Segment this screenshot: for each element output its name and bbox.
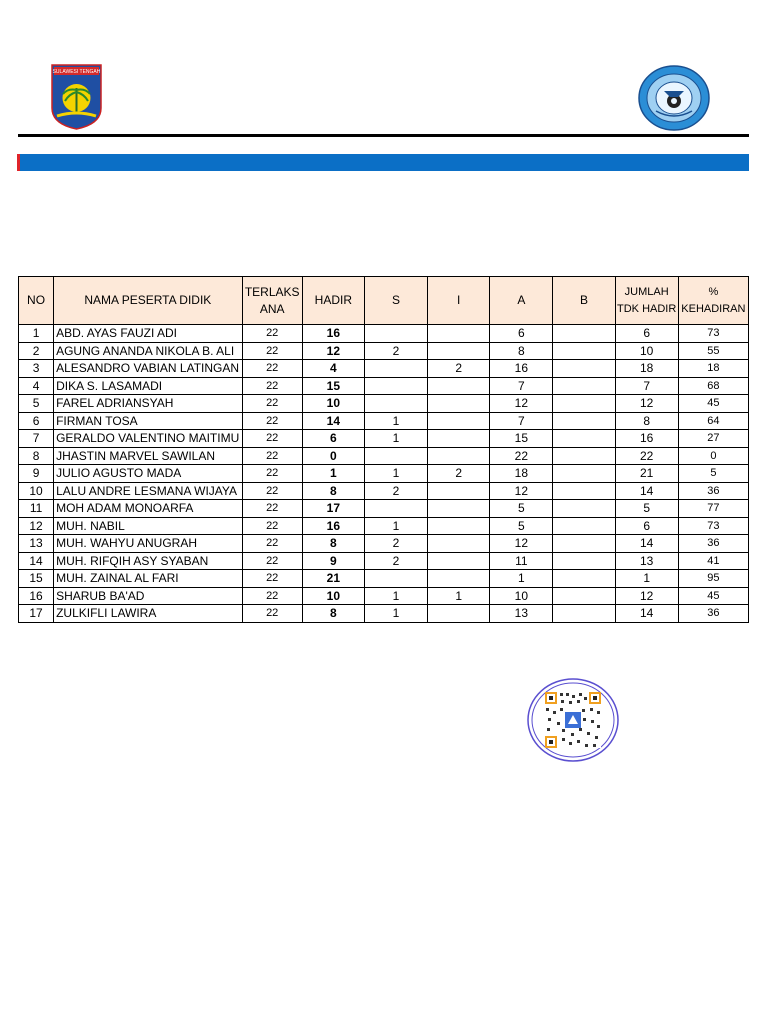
cell-s	[364, 500, 427, 518]
cell-jumlah: 6	[615, 517, 678, 535]
table-row	[19, 395, 749, 413]
cell-s	[364, 395, 427, 413]
cell-b	[553, 605, 615, 623]
cell-jumlah: 10	[615, 342, 678, 360]
cell-persen: 5	[678, 465, 748, 483]
table-row	[19, 570, 749, 588]
cell-terlaksana: 22	[242, 412, 302, 430]
table-row	[19, 552, 749, 570]
cell-hadir: 8	[302, 535, 364, 553]
cell-b	[553, 430, 615, 448]
cell-nama: FAREL ADRIANSYAH	[54, 395, 243, 413]
header-divider-line	[18, 134, 749, 137]
cell-nama: JHASTIN MARVEL SAWILAN	[54, 447, 243, 465]
cell-b	[553, 395, 615, 413]
cell-b	[553, 535, 615, 553]
cell-nama: AGUNG ANANDA NIKOLA B. ALI	[54, 342, 243, 360]
header-band-accent	[17, 154, 20, 171]
cell-hadir: 8	[302, 482, 364, 500]
cell-hadir: 15	[302, 377, 364, 395]
cell-s	[364, 377, 427, 395]
cell-nama: ZULKIFLI LAWIRA	[54, 605, 243, 623]
cell-nama: FIRMAN TOSA	[54, 412, 243, 430]
cell-s	[364, 570, 427, 588]
cell-i: 2	[428, 360, 490, 378]
cell-b	[553, 325, 615, 343]
table-row	[19, 482, 749, 500]
cell-no: 2	[19, 342, 54, 360]
table-row	[19, 587, 749, 605]
cell-s	[364, 447, 427, 465]
cell-jumlah: 14	[615, 535, 678, 553]
cell-b	[553, 360, 615, 378]
cell-a: 15	[490, 430, 553, 448]
cell-nama: GERALDO VALENTINO MAITIMU	[54, 430, 243, 448]
cell-persen: 18	[678, 360, 748, 378]
cell-terlaksana: 22	[242, 517, 302, 535]
cell-s: 2	[364, 535, 427, 553]
cell-i	[428, 377, 490, 395]
cell-persen: 95	[678, 570, 748, 588]
cell-terlaksana: 22	[242, 500, 302, 518]
col-header-a: A	[490, 277, 553, 325]
cell-jumlah: 1	[615, 570, 678, 588]
cell-a: 7	[490, 377, 553, 395]
cell-no: 9	[19, 465, 54, 483]
cell-b	[553, 500, 615, 518]
cell-terlaksana: 22	[242, 430, 302, 448]
cell-a: 1	[490, 570, 553, 588]
cell-terlaksana: 22	[242, 325, 302, 343]
cell-terlaksana: 22	[242, 395, 302, 413]
cell-i	[428, 605, 490, 623]
cell-s: 1	[364, 412, 427, 430]
cell-no: 11	[19, 500, 54, 518]
cell-nama: SHARUB BA'AD	[54, 587, 243, 605]
table-row	[19, 465, 749, 483]
table-row	[19, 377, 749, 395]
cell-nama: MUH. WAHYU ANUGRAH	[54, 535, 243, 553]
cell-s: 2	[364, 482, 427, 500]
cell-jumlah: 12	[615, 587, 678, 605]
cell-b	[553, 552, 615, 570]
cell-a: 10	[490, 587, 553, 605]
cell-jumlah: 5	[615, 500, 678, 518]
cell-a: 6	[490, 325, 553, 343]
cell-persen: 45	[678, 395, 748, 413]
cell-nama: MUH. ZAINAL AL FARI	[54, 570, 243, 588]
cell-no: 8	[19, 447, 54, 465]
cell-i	[428, 500, 490, 518]
col-header-jumlah: JUMLAH TDK HADIR	[615, 277, 678, 325]
cell-jumlah: 14	[615, 605, 678, 623]
cell-terlaksana: 22	[242, 570, 302, 588]
cell-terlaksana: 22	[242, 587, 302, 605]
cell-persen: 36	[678, 605, 748, 623]
table-row	[19, 605, 749, 623]
cell-a: 13	[490, 605, 553, 623]
cell-a: 8	[490, 342, 553, 360]
col-header-b: B	[553, 277, 615, 325]
school-emblem-logo	[638, 65, 710, 131]
cell-nama: ABD. AYAS FAUZI ADI	[54, 325, 243, 343]
cell-persen: 36	[678, 482, 748, 500]
cell-a: 7	[490, 412, 553, 430]
cell-a: 12	[490, 535, 553, 553]
cell-nama: JULIO AGUSTO MADA	[54, 465, 243, 483]
cell-hadir: 8	[302, 605, 364, 623]
cell-i	[428, 482, 490, 500]
cell-s: 2	[364, 552, 427, 570]
svg-text:SULAWESI TENGAH: SULAWESI TENGAH	[52, 69, 101, 75]
cell-s: 1	[364, 465, 427, 483]
cell-i	[428, 430, 490, 448]
cell-a: 22	[490, 447, 553, 465]
cell-terlaksana: 22	[242, 552, 302, 570]
cell-hadir: 10	[302, 395, 364, 413]
cell-b	[553, 377, 615, 395]
cell-hadir: 1	[302, 465, 364, 483]
cell-no: 1	[19, 325, 54, 343]
cell-terlaksana: 22	[242, 447, 302, 465]
cell-persen: 73	[678, 325, 748, 343]
table-row	[19, 517, 749, 535]
cell-nama: MUH. NABIL	[54, 517, 243, 535]
cell-hadir: 21	[302, 570, 364, 588]
cell-no: 3	[19, 360, 54, 378]
cell-b	[553, 412, 615, 430]
cell-persen: 64	[678, 412, 748, 430]
cell-nama: MOH ADAM MONOARFA	[54, 500, 243, 518]
cell-nama: ALESANDRO VABIAN LATINGAN	[54, 360, 243, 378]
cell-persen: 45	[678, 587, 748, 605]
cell-terlaksana: 22	[242, 605, 302, 623]
cell-b	[553, 570, 615, 588]
cell-jumlah: 16	[615, 430, 678, 448]
cell-hadir: 14	[302, 412, 364, 430]
cell-persen: 36	[678, 535, 748, 553]
table-row	[19, 430, 749, 448]
cell-i	[428, 517, 490, 535]
col-header-persen: % KEHADIRAN	[678, 277, 748, 325]
cell-b	[553, 587, 615, 605]
cell-a: 11	[490, 552, 553, 570]
cell-hadir: 9	[302, 552, 364, 570]
cell-hadir: 12	[302, 342, 364, 360]
cell-s: 1	[364, 430, 427, 448]
cell-hadir: 17	[302, 500, 364, 518]
cell-a: 12	[490, 395, 553, 413]
cell-jumlah: 12	[615, 395, 678, 413]
cell-hadir: 10	[302, 587, 364, 605]
table-row	[19, 412, 749, 430]
cell-terlaksana: 22	[242, 360, 302, 378]
cell-i	[428, 535, 490, 553]
cell-jumlah: 13	[615, 552, 678, 570]
cell-b	[553, 465, 615, 483]
cell-i	[428, 552, 490, 570]
cell-a: 16	[490, 360, 553, 378]
cell-i	[428, 447, 490, 465]
cell-no: 4	[19, 377, 54, 395]
cell-no: 15	[19, 570, 54, 588]
cell-terlaksana: 22	[242, 465, 302, 483]
table-row	[19, 342, 749, 360]
cell-b	[553, 342, 615, 360]
col-header-nama: NAMA PESERTA DIDIK	[54, 277, 243, 325]
cell-s	[364, 325, 427, 343]
cell-a: 12	[490, 482, 553, 500]
col-header-no: NO	[19, 277, 54, 325]
cell-no: 13	[19, 535, 54, 553]
cell-persen: 27	[678, 430, 748, 448]
cell-jumlah: 7	[615, 377, 678, 395]
cell-hadir: 16	[302, 325, 364, 343]
table-row	[19, 535, 749, 553]
cell-nama: LALU ANDRE LESMANA WIJAYA	[54, 482, 243, 500]
cell-persen: 41	[678, 552, 748, 570]
header-color-band	[17, 154, 749, 171]
cell-jumlah: 8	[615, 412, 678, 430]
cell-nama: DIKA S. LASAMADI	[54, 377, 243, 395]
cell-a: 5	[490, 517, 553, 535]
cell-persen: 55	[678, 342, 748, 360]
table-row	[19, 447, 749, 465]
cell-persen: 73	[678, 517, 748, 535]
cell-s: 2	[364, 342, 427, 360]
cell-i	[428, 570, 490, 588]
cell-no: 6	[19, 412, 54, 430]
table-header-row	[19, 277, 749, 325]
cell-nama: MUH. RIFQIH ASY SYABAN	[54, 552, 243, 570]
cell-terlaksana: 22	[242, 482, 302, 500]
cell-terlaksana: 22	[242, 535, 302, 553]
cell-persen: 68	[678, 377, 748, 395]
cell-terlaksana: 22	[242, 342, 302, 360]
cell-b	[553, 482, 615, 500]
cell-s: 1	[364, 605, 427, 623]
cell-terlaksana: 22	[242, 377, 302, 395]
cell-hadir: 16	[302, 517, 364, 535]
cell-no: 10	[19, 482, 54, 500]
cell-i	[428, 342, 490, 360]
cell-no: 5	[19, 395, 54, 413]
cell-i: 1	[428, 587, 490, 605]
cell-s: 1	[364, 587, 427, 605]
cell-i	[428, 395, 490, 413]
cell-jumlah: 14	[615, 482, 678, 500]
cell-no: 12	[19, 517, 54, 535]
province-emblem-logo	[51, 64, 102, 130]
attendance-table	[18, 276, 749, 623]
cell-hadir: 0	[302, 447, 364, 465]
cell-jumlah: 18	[615, 360, 678, 378]
cell-jumlah: 22	[615, 447, 678, 465]
col-header-i: I	[428, 277, 490, 325]
cell-persen: 0	[678, 447, 748, 465]
cell-b	[553, 447, 615, 465]
cell-no: 7	[19, 430, 54, 448]
col-header-s: S	[364, 277, 427, 325]
cell-hadir: 6	[302, 430, 364, 448]
cell-s	[364, 360, 427, 378]
cell-b	[553, 517, 615, 535]
cell-a: 18	[490, 465, 553, 483]
cell-a: 5	[490, 500, 553, 518]
col-header-hadir: HADIR	[302, 277, 364, 325]
cell-i: 2	[428, 465, 490, 483]
table-row	[19, 500, 749, 518]
cell-no: 16	[19, 587, 54, 605]
cell-jumlah: 21	[615, 465, 678, 483]
cell-i	[428, 412, 490, 430]
col-header-terlaksana: TERLAKS ANA	[242, 277, 302, 325]
table-row	[19, 360, 749, 378]
table-row	[19, 325, 749, 343]
qr-code-seal	[527, 678, 619, 762]
cell-jumlah: 6	[615, 325, 678, 343]
cell-i	[428, 325, 490, 343]
cell-no: 14	[19, 552, 54, 570]
cell-s: 1	[364, 517, 427, 535]
cell-persen: 77	[678, 500, 748, 518]
cell-no: 17	[19, 605, 54, 623]
cell-hadir: 4	[302, 360, 364, 378]
